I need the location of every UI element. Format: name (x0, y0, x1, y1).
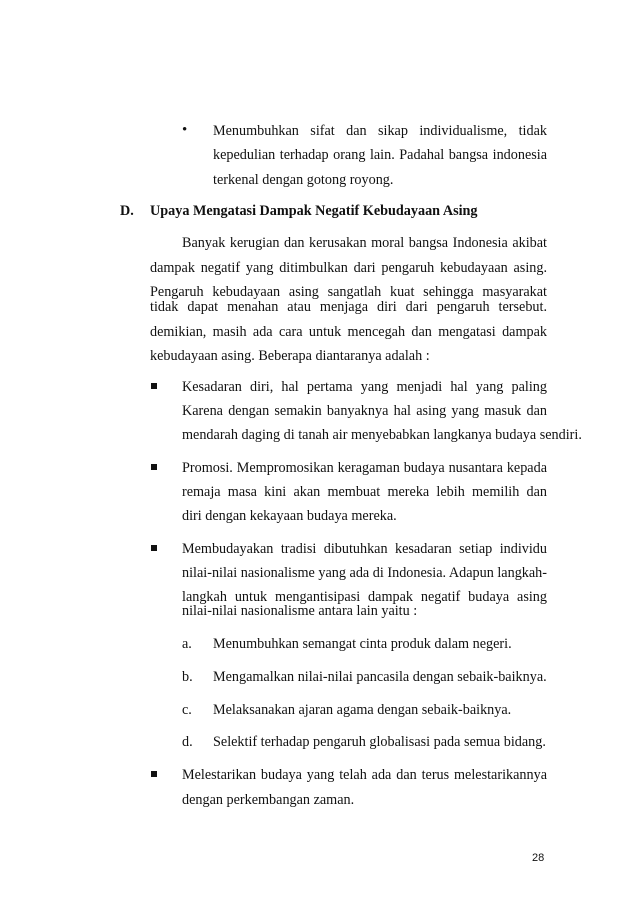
bullet-1-line-1: Kesadaran diri, hal pertama yang menjadi hal yang paling (182, 379, 547, 395)
intro-line-2: dampak negatif yang ditimbulkan dari pengaruh kebudayaan asing. (150, 260, 547, 276)
bullet-4-line-2: dengan perkembangan zaman. (182, 792, 355, 808)
bullet-1-line-3: mendarah daging di tanah air menyebabkan langkanya budaya sendiri. (182, 427, 582, 443)
section-letter: D. (120, 203, 134, 219)
bullet-2-line-2: remaja masa kini akan membuat mereka lebih memilih dan (182, 484, 547, 500)
intro-line-1: Banyak kerugian dan kerusakan moral bangsa Indonesia akibat (182, 235, 547, 251)
bullet-3-line-1: Membudayakan tradisi dibutuhkan kesadaran setiap individu (182, 541, 547, 557)
intro-line-4: tidak dapat menahan atau menjaga diri dari pengaruh tersebut. (150, 299, 547, 315)
bullet-square-icon (151, 383, 157, 389)
sub-item-text: Mengamalkan nilai-nilai pancasila dengan sebaik-baiknya. (213, 669, 547, 685)
bullet-2-line-3: diri dengan kekayaan budaya mereka. (182, 508, 397, 524)
intro-line-3: Pengaruh kebudayaan asing sangatlah kuat sehingga masyarakat (150, 284, 547, 300)
sub-item-text: Melaksanakan ajaran agama dengan sebaik-baiknya. (213, 702, 512, 718)
top-bullet-line-1: Menumbuhkan sifat dan sikap individualisme, tidak (213, 123, 547, 139)
page-number: 28 (532, 852, 545, 864)
bullet-square-icon (151, 545, 157, 551)
bullet-dot-icon: • (182, 122, 188, 138)
sub-item-text: Menumbuhkan semangat cinta produk dalam negeri. (213, 636, 512, 652)
bullet-3-line-4: nilai-nilai nasionalisme antara lain yaitu : (182, 603, 418, 619)
bullet-3-line-2: nilai-nilai nasionalisme yang ada di Indonesia. Adapun langkah- (182, 565, 547, 581)
sub-item-letter: a. (182, 636, 192, 652)
sub-item-text: Selektif terhadap pengaruh globalisasi pada semua bidang. (213, 734, 546, 750)
sub-item-letter: c. (182, 702, 192, 718)
bullet-square-icon (151, 464, 157, 470)
bullet-2-line-1: Promosi. Mempromosikan keragaman budaya nusantara kepada (182, 460, 547, 476)
sub-item-letter: b. (182, 669, 193, 685)
intro-line-6: kebudayaan asing. Beberapa diantaranya adalah : (150, 348, 430, 364)
top-bullet-line-3: terkenal dengan gotong royong. (213, 172, 394, 188)
bullet-3-line-3: langkah untuk mengantisipasi dampak negatif budaya asing (182, 589, 547, 605)
bullet-square-icon (151, 771, 157, 777)
top-bullet-line-2: kepedulian terhadap orang lain. Padahal bangsa indonesia (213, 147, 547, 163)
intro-line-5: demikian, masih ada cara untuk mencegah dan mengatasi dampak (150, 324, 547, 340)
section-title: Upaya Mengatasi Dampak Negatif Kebudayaan Asing (150, 203, 478, 219)
bullet-4-line-1: Melestarikan budaya yang telah ada dan terus melestarikannya (182, 767, 547, 783)
bullet-1-line-2: Karena dengan semakin banyaknya hal asing yang masuk dan (182, 403, 547, 419)
sub-item-letter: d. (182, 734, 193, 750)
